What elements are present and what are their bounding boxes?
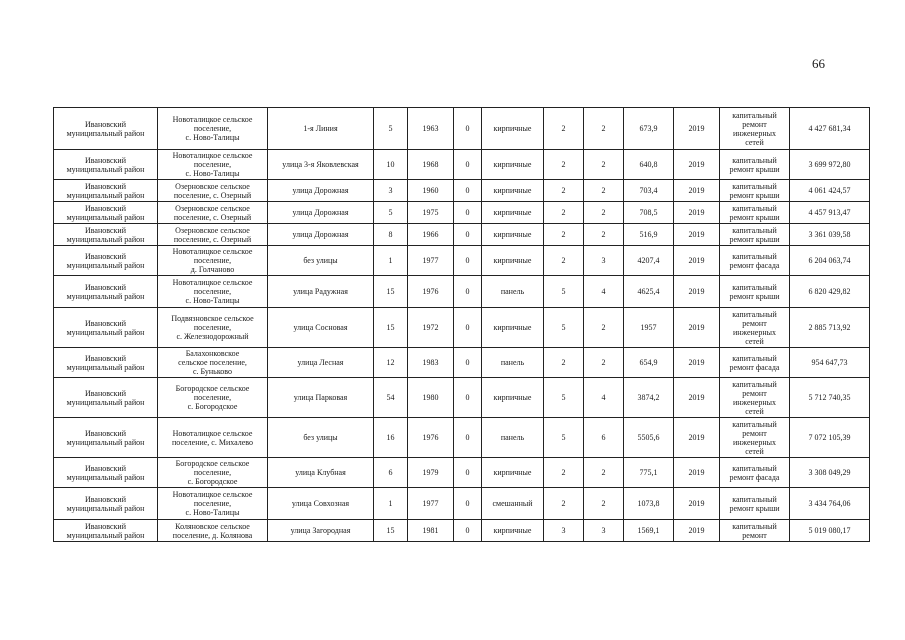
zero-cell: 0 [454, 378, 482, 418]
area-cell: 1569,1 [624, 520, 674, 542]
settlement-cell: Озерновское сельское поселение, с. Озерный [158, 202, 268, 224]
floors-cell: 2 [544, 246, 584, 276]
work-type-cell: капитальный ремонт инженерных сетей [720, 108, 790, 150]
work-type-cell: капитальный ремонт крыши [720, 150, 790, 180]
settlement-cell: Новоталицкое сельское поселение, с. Ново-Талицы [158, 108, 268, 150]
wall-material-cell: кирпичные [482, 378, 544, 418]
wall-material-cell: кирпичные [482, 224, 544, 246]
district-cell: Ивановский муниципальный район [54, 458, 158, 488]
zero-cell: 0 [454, 246, 482, 276]
floors-cell: 5 [544, 418, 584, 458]
floors-cell: 3 [544, 520, 584, 542]
zero-cell: 0 [454, 520, 482, 542]
street-cell: улица Дорожная [268, 224, 374, 246]
zero-cell: 0 [454, 418, 482, 458]
house-number-cell: 1 [374, 488, 408, 520]
district-cell: Ивановский муниципальный район [54, 224, 158, 246]
table-row [54, 308, 870, 348]
house-number-cell: 16 [374, 418, 408, 458]
table-row [54, 458, 870, 488]
table-row [54, 378, 870, 418]
cost-cell: 3 699 972,80 [790, 150, 870, 180]
entrances-cell: 4 [584, 378, 624, 418]
page-number: 66 [812, 56, 825, 71]
settlement-cell: Новоталицкое сельское поселение, д. Голчаново [158, 246, 268, 276]
table-row [54, 418, 870, 458]
build-year-cell: 1966 [408, 224, 454, 246]
house-number-cell: 1 [374, 246, 408, 276]
settlement-cell: Коляновское сельское поселение, д. Колянова [158, 520, 268, 542]
build-year-cell: 1981 [408, 520, 454, 542]
build-year-cell: 1960 [408, 180, 454, 202]
entrances-cell: 2 [584, 308, 624, 348]
plan-year-cell: 2019 [674, 488, 720, 520]
work-type-cell: капитальный ремонт крыши [720, 180, 790, 202]
cost-cell: 3 361 039,58 [790, 224, 870, 246]
wall-material-cell: панель [482, 276, 544, 308]
zero-cell: 0 [454, 224, 482, 246]
district-cell: Ивановский муниципальный район [54, 418, 158, 458]
district-cell: Ивановский муниципальный район [54, 276, 158, 308]
plan-year-cell: 2019 [674, 458, 720, 488]
plan-year-cell: 2019 [674, 180, 720, 202]
wall-material-cell: кирпичные [482, 520, 544, 542]
district-cell: Ивановский муниципальный район [54, 108, 158, 150]
area-cell: 4625,4 [624, 276, 674, 308]
entrances-cell: 2 [584, 488, 624, 520]
work-type-cell: капитальный ремонт крыши [720, 224, 790, 246]
work-type-cell: капитальный ремонт инженерных сетей [720, 378, 790, 418]
cost-cell: 4 061 424,57 [790, 180, 870, 202]
floors-cell: 5 [544, 276, 584, 308]
floors-cell: 2 [544, 202, 584, 224]
street-cell: улица Дорожная [268, 180, 374, 202]
district-cell: Ивановский муниципальный район [54, 202, 158, 224]
area-cell: 3874,2 [624, 378, 674, 418]
entrances-cell: 4 [584, 276, 624, 308]
build-year-cell: 1976 [408, 418, 454, 458]
house-number-cell: 6 [374, 458, 408, 488]
wall-material-cell: кирпичные [482, 180, 544, 202]
area-cell: 1073,8 [624, 488, 674, 520]
cost-cell: 3 434 764,06 [790, 488, 870, 520]
work-type-cell: капитальный ремонт [720, 520, 790, 542]
area-cell: 708,5 [624, 202, 674, 224]
plan-year-cell: 2019 [674, 520, 720, 542]
build-year-cell: 1968 [408, 150, 454, 180]
street-cell: улица 3-я Яковлевская [268, 150, 374, 180]
house-number-cell: 12 [374, 348, 408, 378]
street-cell: 1-я Линия [268, 108, 374, 150]
zero-cell: 0 [454, 202, 482, 224]
build-year-cell: 1977 [408, 246, 454, 276]
area-cell: 673,9 [624, 108, 674, 150]
plan-year-cell: 2019 [674, 378, 720, 418]
table-row [54, 202, 870, 224]
wall-material-cell: кирпичные [482, 202, 544, 224]
wall-material-cell: кирпичные [482, 246, 544, 276]
work-type-cell: капитальный ремонт фасада [720, 246, 790, 276]
zero-cell: 0 [454, 108, 482, 150]
settlement-cell: Подвязновское сельское поселение, с. Железнодорожный [158, 308, 268, 348]
street-cell: улица Загородная [268, 520, 374, 542]
cost-cell: 7 072 105,39 [790, 418, 870, 458]
district-cell: Ивановский муниципальный район [54, 488, 158, 520]
work-type-cell: капитальный ремонт крыши [720, 276, 790, 308]
plan-year-cell: 2019 [674, 276, 720, 308]
entrances-cell: 2 [584, 224, 624, 246]
build-year-cell: 1972 [408, 308, 454, 348]
zero-cell: 0 [454, 348, 482, 378]
cost-cell: 6 204 063,74 [790, 246, 870, 276]
settlement-cell: Новоталицкое сельское поселение, с. Михалево [158, 418, 268, 458]
wall-material-cell: кирпичные [482, 308, 544, 348]
plan-year-cell: 2019 [674, 202, 720, 224]
house-number-cell: 3 [374, 180, 408, 202]
floors-cell: 2 [544, 180, 584, 202]
work-type-cell: капитальный ремонт инженерных сетей [720, 308, 790, 348]
area-cell: 4207,4 [624, 246, 674, 276]
house-number-cell: 10 [374, 150, 408, 180]
settlement-cell: Озерновское сельское поселение, с. Озерный [158, 224, 268, 246]
street-cell: улица Парковая [268, 378, 374, 418]
floors-cell: 2 [544, 108, 584, 150]
table-row [54, 488, 870, 520]
district-cell: Ивановский муниципальный район [54, 180, 158, 202]
district-cell: Ивановский муниципальный район [54, 348, 158, 378]
cost-cell: 4 457 913,47 [790, 202, 870, 224]
cost-cell: 4 427 681,34 [790, 108, 870, 150]
table-row [54, 108, 870, 150]
area-cell: 516,9 [624, 224, 674, 246]
build-year-cell: 1976 [408, 276, 454, 308]
house-number-cell: 5 [374, 202, 408, 224]
settlement-cell: Новоталицкое сельское поселение, с. Ново-Талицы [158, 276, 268, 308]
build-year-cell: 1975 [408, 202, 454, 224]
area-cell: 703,4 [624, 180, 674, 202]
area-cell: 654,9 [624, 348, 674, 378]
street-cell: улица Клубная [268, 458, 374, 488]
table-row [54, 224, 870, 246]
street-cell: улица Дорожная [268, 202, 374, 224]
registry-rows [54, 108, 870, 542]
build-year-cell: 1979 [408, 458, 454, 488]
entrances-cell: 2 [584, 348, 624, 378]
plan-year-cell: 2019 [674, 150, 720, 180]
table-row [54, 520, 870, 542]
area-cell: 775,1 [624, 458, 674, 488]
cost-cell: 3 308 049,29 [790, 458, 870, 488]
floors-cell: 2 [544, 150, 584, 180]
zero-cell: 0 [454, 458, 482, 488]
table-row [54, 246, 870, 276]
registry-table [53, 107, 870, 542]
wall-material-cell: кирпичные [482, 150, 544, 180]
work-type-cell: капитальный ремонт фасада [720, 458, 790, 488]
work-type-cell: капитальный ремонт крыши [720, 488, 790, 520]
floors-cell: 2 [544, 348, 584, 378]
area-cell: 5505,6 [624, 418, 674, 458]
area-cell: 640,8 [624, 150, 674, 180]
wall-material-cell: кирпичные [482, 108, 544, 150]
district-cell: Ивановский муниципальный район [54, 150, 158, 180]
plan-year-cell: 2019 [674, 108, 720, 150]
zero-cell: 0 [454, 150, 482, 180]
floors-cell: 5 [544, 378, 584, 418]
district-cell: Ивановский муниципальный район [54, 378, 158, 418]
house-number-cell: 15 [374, 520, 408, 542]
build-year-cell: 1983 [408, 348, 454, 378]
build-year-cell: 1963 [408, 108, 454, 150]
build-year-cell: 1977 [408, 488, 454, 520]
district-cell: Ивановский муниципальный район [54, 308, 158, 348]
table-row [54, 276, 870, 308]
street-cell: без улицы [268, 246, 374, 276]
plan-year-cell: 2019 [674, 224, 720, 246]
plan-year-cell: 2019 [674, 348, 720, 378]
house-number-cell: 5 [374, 108, 408, 150]
zero-cell: 0 [454, 276, 482, 308]
entrances-cell: 2 [584, 180, 624, 202]
work-type-cell: капитальный ремонт фасада [720, 348, 790, 378]
zero-cell: 0 [454, 180, 482, 202]
work-type-cell: капитальный ремонт инженерных сетей [720, 418, 790, 458]
floors-cell: 2 [544, 488, 584, 520]
area-cell: 1957 [624, 308, 674, 348]
zero-cell: 0 [454, 488, 482, 520]
street-cell: улица Лесная [268, 348, 374, 378]
settlement-cell: Озерновское сельское поселение, с. Озерный [158, 180, 268, 202]
entrances-cell: 2 [584, 202, 624, 224]
floors-cell: 5 [544, 308, 584, 348]
house-number-cell: 15 [374, 308, 408, 348]
street-cell: улица Совхозная [268, 488, 374, 520]
cost-cell: 6 820 429,82 [790, 276, 870, 308]
settlement-cell: Новоталицкое сельское поселение, с. Ново-Талицы [158, 488, 268, 520]
entrances-cell: 3 [584, 246, 624, 276]
settlement-cell: Богородское сельское поселение, с. Богородское [158, 458, 268, 488]
street-cell: улица Сосновая [268, 308, 374, 348]
cost-cell: 5 019 080,17 [790, 520, 870, 542]
settlement-cell: Балахонковское сельское поселение, с. Буньково [158, 348, 268, 378]
work-type-cell: капитальный ремонт крыши [720, 202, 790, 224]
wall-material-cell: смешанный [482, 488, 544, 520]
table-row [54, 150, 870, 180]
plan-year-cell: 2019 [674, 308, 720, 348]
district-cell: Ивановский муниципальный район [54, 246, 158, 276]
entrances-cell: 2 [584, 458, 624, 488]
cost-cell: 2 885 713,92 [790, 308, 870, 348]
street-cell: без улицы [268, 418, 374, 458]
house-number-cell: 8 [374, 224, 408, 246]
settlement-cell: Новоталицкое сельское поселение, с. Ново-Талицы [158, 150, 268, 180]
entrances-cell: 3 [584, 520, 624, 542]
build-year-cell: 1980 [408, 378, 454, 418]
entrances-cell: 2 [584, 108, 624, 150]
house-number-cell: 54 [374, 378, 408, 418]
plan-year-cell: 2019 [674, 246, 720, 276]
entrances-cell: 6 [584, 418, 624, 458]
wall-material-cell: панель [482, 418, 544, 458]
house-number-cell: 15 [374, 276, 408, 308]
cost-cell: 5 712 740,35 [790, 378, 870, 418]
wall-material-cell: панель [482, 348, 544, 378]
entrances-cell: 2 [584, 150, 624, 180]
floors-cell: 2 [544, 224, 584, 246]
cost-cell: 954 647,73 [790, 348, 870, 378]
table-row [54, 348, 870, 378]
wall-material-cell: кирпичные [482, 458, 544, 488]
district-cell: Ивановский муниципальный район [54, 520, 158, 542]
settlement-cell: Богородское сельское поселение, с. Богородское [158, 378, 268, 418]
street-cell: улица Радужная [268, 276, 374, 308]
floors-cell: 2 [544, 458, 584, 488]
table-row [54, 180, 870, 202]
zero-cell: 0 [454, 308, 482, 348]
plan-year-cell: 2019 [674, 418, 720, 458]
